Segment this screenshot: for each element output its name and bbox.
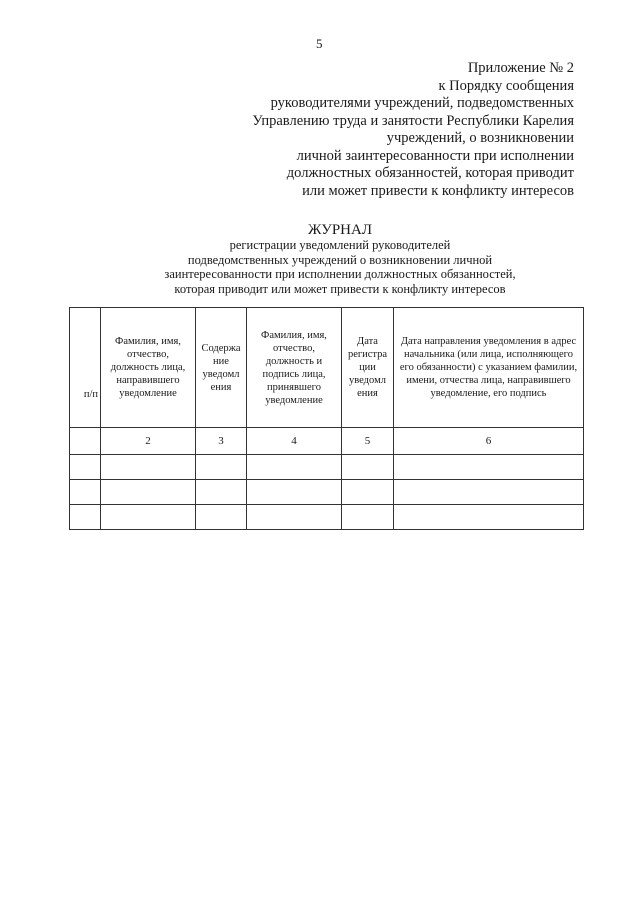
table-cell xyxy=(247,505,342,530)
subtitle-line: подведомственных учреждений о возникновении личной xyxy=(187,252,493,267)
journal-title: ЖУРНАЛ xyxy=(307,222,373,238)
header-cell-sending-date: Дата направления уведомления в адрес начальника (или лица, исполняющего его обязанности) с указанием фамилии, имени, отчества лица, направившего уведомление, его подпись xyxy=(394,308,584,428)
number-cell xyxy=(70,428,101,455)
table-cell xyxy=(394,480,584,505)
appendix-line: Приложение № 2 xyxy=(467,60,574,76)
subtitle-line: которая приводит или может привести к конфликту интересов xyxy=(174,281,506,296)
table-cell xyxy=(70,455,101,480)
header-cell-number: п/п xyxy=(70,308,101,428)
table-cell xyxy=(394,455,584,480)
table-cell xyxy=(196,455,247,480)
table-cell xyxy=(342,455,394,480)
table-row xyxy=(70,480,584,505)
header-cell-content: Содержа ние уведомл ения xyxy=(196,308,247,428)
table-row xyxy=(70,505,584,530)
number-cell: 3 xyxy=(196,428,247,455)
number-cell: 5 xyxy=(342,428,394,455)
table-cell xyxy=(394,505,584,530)
table-number-row xyxy=(70,428,584,455)
appendix-line: или может привести к конфликту интересов xyxy=(302,182,574,199)
journal-table xyxy=(69,307,584,530)
appendix-line: должностных обязанностей, которая приводит xyxy=(286,165,574,181)
number-cell: 6 xyxy=(394,428,584,455)
appendix-header xyxy=(154,60,574,200)
header-cell-receiver: Фамилия, имя, отчество, должность и подпись лица, принявшего уведомление xyxy=(247,308,342,428)
page-number: 5 xyxy=(316,36,323,51)
table-cell xyxy=(247,480,342,505)
appendix-line: Управлению труда и занятости Республики Карелия xyxy=(252,112,574,129)
subtitle-line: заинтересованности при исполнении должностных обязанностей, xyxy=(164,267,516,281)
number-cell: 2 xyxy=(101,428,196,455)
appendix-line: учреждений, о возникновении xyxy=(386,130,574,146)
table-cell xyxy=(196,505,247,530)
table-row xyxy=(70,455,584,480)
appendix-line: руководителями учреждений, подведомственных xyxy=(270,95,574,111)
table-cell xyxy=(101,480,196,505)
subtitle-line: регистрации уведомлений руководителей xyxy=(229,238,451,252)
table-cell xyxy=(101,455,196,480)
journal-subtitle xyxy=(120,238,560,296)
header-cell-sender: Фамилия, имя, отчество, должность лица, направившего уведомление xyxy=(101,308,196,428)
table-cell xyxy=(70,480,101,505)
table-cell xyxy=(247,455,342,480)
table-cell xyxy=(101,505,196,530)
number-cell: 4 xyxy=(247,428,342,455)
table-cell xyxy=(342,480,394,505)
table-cell xyxy=(70,505,101,530)
table-cell xyxy=(196,480,247,505)
appendix-line: личной заинтересованности при исполнении xyxy=(296,147,574,164)
table-header-row xyxy=(70,308,584,428)
table-cell xyxy=(342,505,394,530)
header-cell-registration-date: Дата регистра ции уведомл ения xyxy=(342,308,394,428)
appendix-line: к Порядку сообщения xyxy=(438,77,574,94)
